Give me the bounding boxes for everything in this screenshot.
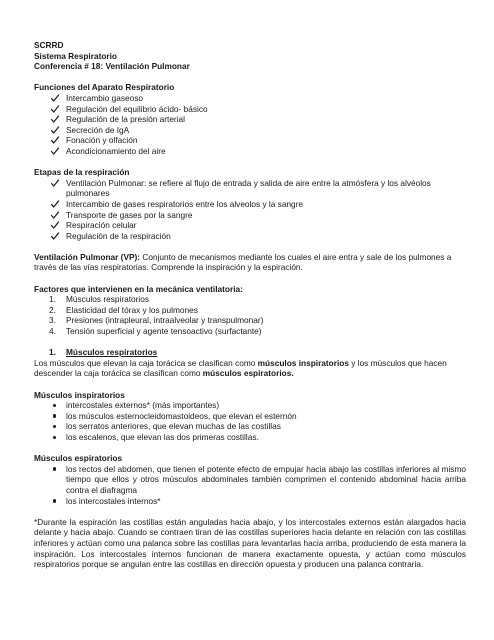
checkmark-icon: [50, 178, 60, 188]
list-item: Intercambio gaseoso: [34, 93, 466, 104]
list-item: intercostales externos* (más importantes): [34, 400, 466, 411]
checkmark-icon: [50, 231, 60, 241]
list-item: Intercambio de gases respiratorios entre los alveolos y la sangre: [34, 199, 466, 210]
subject-title: Sistema Respiratorio: [34, 50, 117, 61]
musculos-heading: 1. Músculos respiratorios: [49, 347, 158, 358]
checkmark-icon: [50, 199, 60, 209]
funciones-heading: Funciones del Aparato Respiratorio: [34, 82, 175, 93]
list-item: Acondicionamiento del aire: [34, 146, 466, 157]
list-item: Fonación y olfación: [34, 135, 466, 146]
etapas-list: [34, 178, 466, 242]
factores-heading: Factores que intervienen en la mecánica ventilatoria:: [34, 283, 243, 294]
lecture-title: Conferencia # 18: Ventilación Pulmonar: [34, 61, 190, 72]
bullet-icon: [53, 404, 56, 407]
checkmark-icon: [50, 93, 60, 103]
list-item: Transporte de gases por la sangre: [34, 210, 466, 221]
list-item: 1. Músculos respiratorios: [49, 294, 149, 305]
vp-definition: Ventilación Pulmonar (VP): Conjunto de mecanismos mediante los cuales el aire entra y sale de los pulmones a través de las vías respiratorias. Comprende la inspiración y la espiración.: [34, 251, 452, 273]
list-item: Regulación de la respiración: [34, 231, 466, 242]
list-item: los serratos anteriores, que elevan muchas de las costillas: [34, 421, 466, 432]
list-item: los escalenos, que elevan las dos primeras costillas.: [34, 432, 466, 443]
bullet-icon: [53, 467, 56, 470]
footnote-paragraph: *Durante la espiración las costillas están anguladas hacia abajo, y los intercostales externos están alargados hacia delante y hacia abajo. Cuando se contraen tiran de las costillas superiores hacia delante en relación con las costillas inferiores y actúan como una palanca sobre las costillas para levantarlas hacia arriba, produciendo de esta manera la inspiración. Los intercostales internos funcionan de manera exactamente opuesta, y actúan como músculos respiratorios porque se angulan entre las costillas en dirección opuesta y producen una palanca contraria.: [34, 516, 466, 570]
bullet-icon: [53, 425, 56, 428]
course-code: SCRRD: [34, 40, 64, 50]
checkmark-icon: [50, 135, 60, 145]
bullet-icon: [53, 436, 56, 439]
checkmark-icon: [50, 125, 60, 135]
checkmark-icon: [50, 146, 60, 156]
list-item: los intercostales internos*: [34, 496, 466, 507]
list-item: Respiración celular: [34, 220, 466, 231]
list-item: 4. Tensión superficial y agente tensoactivo (surfactante): [49, 326, 262, 337]
list-item: los rectos del abdomen, que tienen el potente efecto de empujar hacia abajo las costillas inferiores al mismo tiempo que ellos y otros músculos abdominales también comprimen el contenido abdominal hacia arriba contra el diafragma: [34, 464, 466, 496]
funciones-list: [34, 93, 466, 157]
espiratorios-list: [34, 464, 466, 506]
list-item: Regulación de la presión arterial: [34, 114, 466, 125]
list-item: los músculos esternocleidomastoideos, que elevan el esternón: [34, 411, 466, 422]
list-item: Regulación del equilibrio ácido- básico: [34, 104, 466, 115]
list-item: 2. Elasticidad del tórax y los pulmones: [49, 304, 198, 315]
bullet-icon: [53, 499, 56, 502]
inspiratorios-heading: Músculos inspiratorios: [34, 389, 125, 400]
espiratorios-heading: Músculos espiratorios: [34, 453, 123, 464]
checkmark-icon: [50, 104, 60, 114]
inspiratorios-list: [34, 400, 466, 442]
checkmark-icon: [50, 220, 60, 230]
list-item: Secreción de IgA: [34, 125, 466, 136]
bullet-icon: [53, 414, 56, 417]
list-item: Ventilación Pulmonar: se refiere al flujo de entrada y salida de aire entre la atmósfera y los alvéolos pulmonares: [34, 178, 466, 199]
list-item: 3. Presiones (intrapleural, intraalveolar y transpulmonar): [49, 315, 264, 326]
etapas-heading: Etapas de la respiración: [34, 167, 130, 178]
checkmark-icon: [50, 114, 60, 124]
document-page: [34, 40, 466, 570]
musculos-paragraph: Los músculos que elevan la caja torácica se clasifican como músculos inspiratorios y los músculos que hacen descender la caja torácica se clasifican como músculos espiratorios.: [34, 357, 447, 379]
checkmark-icon: [50, 210, 60, 220]
factores-list: [34, 294, 466, 336]
